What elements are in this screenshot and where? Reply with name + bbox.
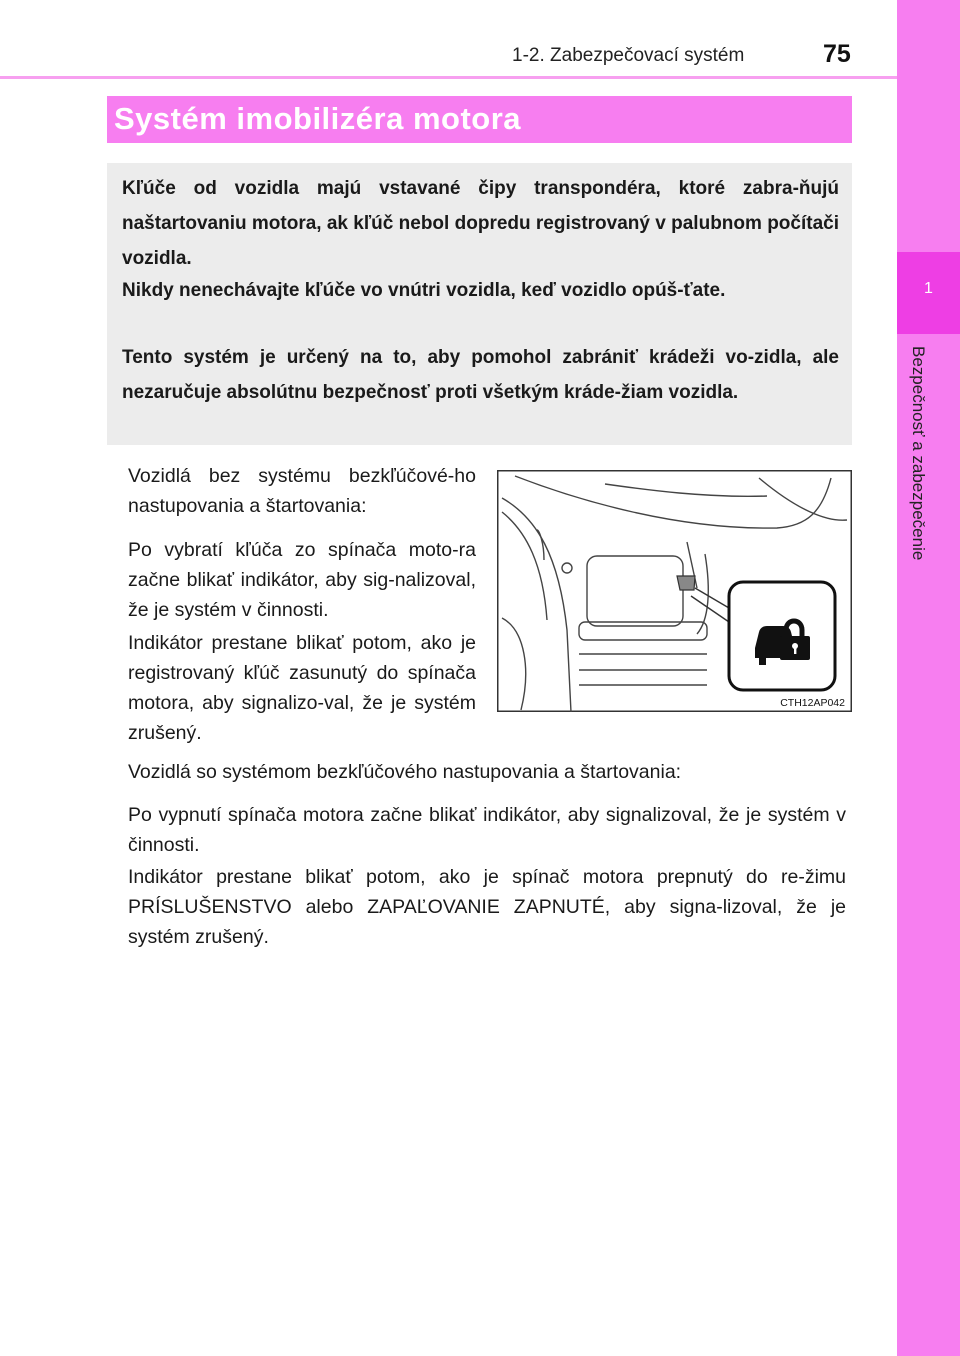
dashboard-illustration [497,470,852,712]
body-paragraph-key-removed: Po vybratí kľúča zo spínača moto-ra začne blikať indikátor, aby sig-nalizoval, že je systém v činnosti. [128,539,476,621]
body-paragraph-accessory-mode: Indikátor prestane blikať potom, ako je spínač motora prepnutý do re-žimu PRÍSLUŠENSTVO alebo ZAPAĽOVANIE ZAPNUTÉ, aby signa-lizoval, že je systém zrušený. [128,866,846,948]
header-title: 1-2. Zabezpečovací systém [512,45,745,66]
chapter-side-strip [897,0,960,1356]
intro-paragraph-2: Nikdy nenechávajte kľúče vo vnútri vozidla, keď vozidlo opúš-ťate. [122,280,726,301]
figure-code: CTH12AP042 [780,697,845,709]
body-paragraph-key-inserted: Indikátor prestane blikať potom, ako je registrovaný kľúč zasunutý do spínača motora, aby signalizo-val, že je systém zrušený. [128,632,476,744]
intro-paragraph-1: Kľúče od vozidla majú vstavané čipy transpondéra, ktoré zabra-ňujú naštartovaniu motora, ak kľúč nebol dopredu registrovaný v palubnom počítači vozidla. [122,178,839,269]
body-paragraph-smart-key: Vozidlá so systémom bezkľúčového nastupovania a štartovania: [128,761,682,783]
body-paragraph-engine-off: Po vypnutí spínača motora začne blikať indikátor, aby signalizoval, že je systém v činnosti. [128,804,846,856]
chapter-number: 1 [924,280,933,297]
header-divider [0,76,897,79]
body-paragraph-no-smart-key: Vozidlá bez systému bezkľúčové-ho nastupovania a štartovania: [128,465,476,517]
section-title: Systém imobilizéra motora [114,101,522,136]
page-number: 75 [823,40,851,68]
intro-paragraph-3: Tento systém je určený na to, aby pomohol zabrániť krádeži vo-zidla, ale nezaručuje absolútnu bezpečnosť proti všetkým kráde-žiam vozidla. [122,347,839,403]
chapter-label: Bezpečnosť a zabezpečenie [909,346,928,561]
